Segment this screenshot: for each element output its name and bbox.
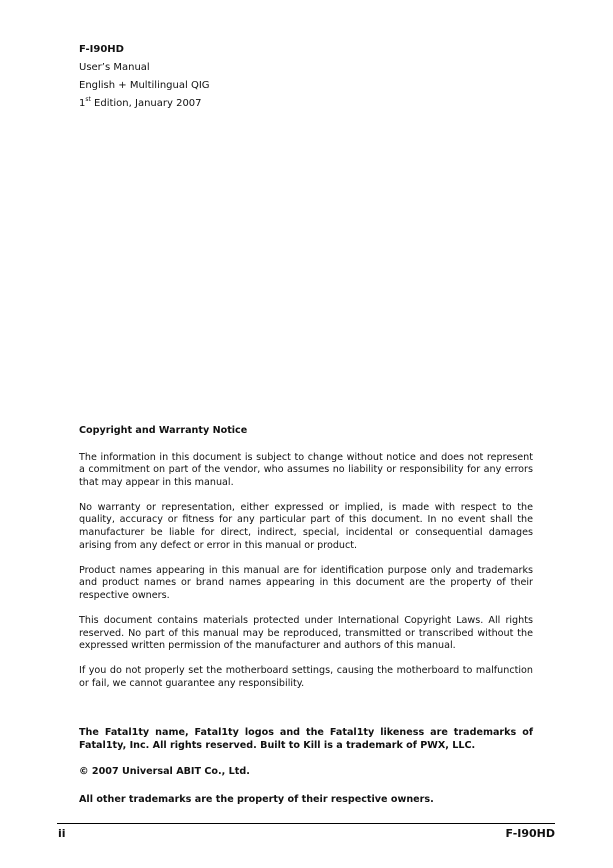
title-block bbox=[79, 41, 210, 113]
company-copyright: © 2007 Universal ABIT Co., Ltd. bbox=[79, 766, 250, 778]
edition-line bbox=[79, 95, 210, 113]
other-trademarks: All other trademarks are the property of their respective owners. bbox=[79, 793, 434, 805]
notice-paragraph: No warranty or representation, either expressed or implied, is made with respect to the quality, accuracy or fitness for any particular part of this document. In no event shall the manufacturer be liable for direct, indirect, special, incidental or consequential damages arising from any defect or error in this manual or product. bbox=[79, 501, 533, 551]
trademark-block bbox=[79, 727, 533, 806]
model-name: F-I90HD bbox=[79, 44, 124, 55]
notice-paragraph: The information in this document is subject to change without notice and does not represent a commitment on part of the vendor, who assumes no liability or responsibility for any errors that may appear in this manual. bbox=[79, 451, 533, 488]
manual-languages: English + Multilingual QIG bbox=[79, 80, 210, 91]
notice-heading: Copyright and Warranty Notice bbox=[79, 425, 248, 436]
edition-number: 1 bbox=[79, 98, 86, 109]
edition-suffix: st bbox=[85, 95, 91, 103]
footer-divider bbox=[57, 823, 555, 824]
footer-model-name: F-I90HD bbox=[505, 827, 555, 840]
copyright-warranty-notice bbox=[79, 425, 533, 703]
manual-type: User’s Manual bbox=[79, 62, 150, 73]
notice-paragraph: If you do not properly set the motherboard settings, causing the motherboard to malfunction or fail, we cannot guarantee any responsibility. bbox=[79, 665, 533, 689]
edition-text: Edition, January 2007 bbox=[90, 98, 202, 109]
page-number: ii bbox=[58, 827, 66, 840]
notice-paragraph: Product names appearing in this manual are for identification purpose only and trademarks and product names or brand names appearing in this document are the property of their respective owners. bbox=[79, 564, 533, 601]
fatal1ty-trademark: The Fatal1ty name, Fatal1ty logos and the Fatal1ty likeness are trademarks of Fatal1ty, Inc. All rights reserved. Built to Kill is a trademark of PWX, LLC. bbox=[79, 727, 533, 751]
notice-paragraph: This document contains materials protected under International Copyright Laws. All rights reserved. No part of this manual may be reproduced, transmitted or transcribed without the expressed written permission of the manufacturer and authors of this manual. bbox=[79, 615, 533, 652]
